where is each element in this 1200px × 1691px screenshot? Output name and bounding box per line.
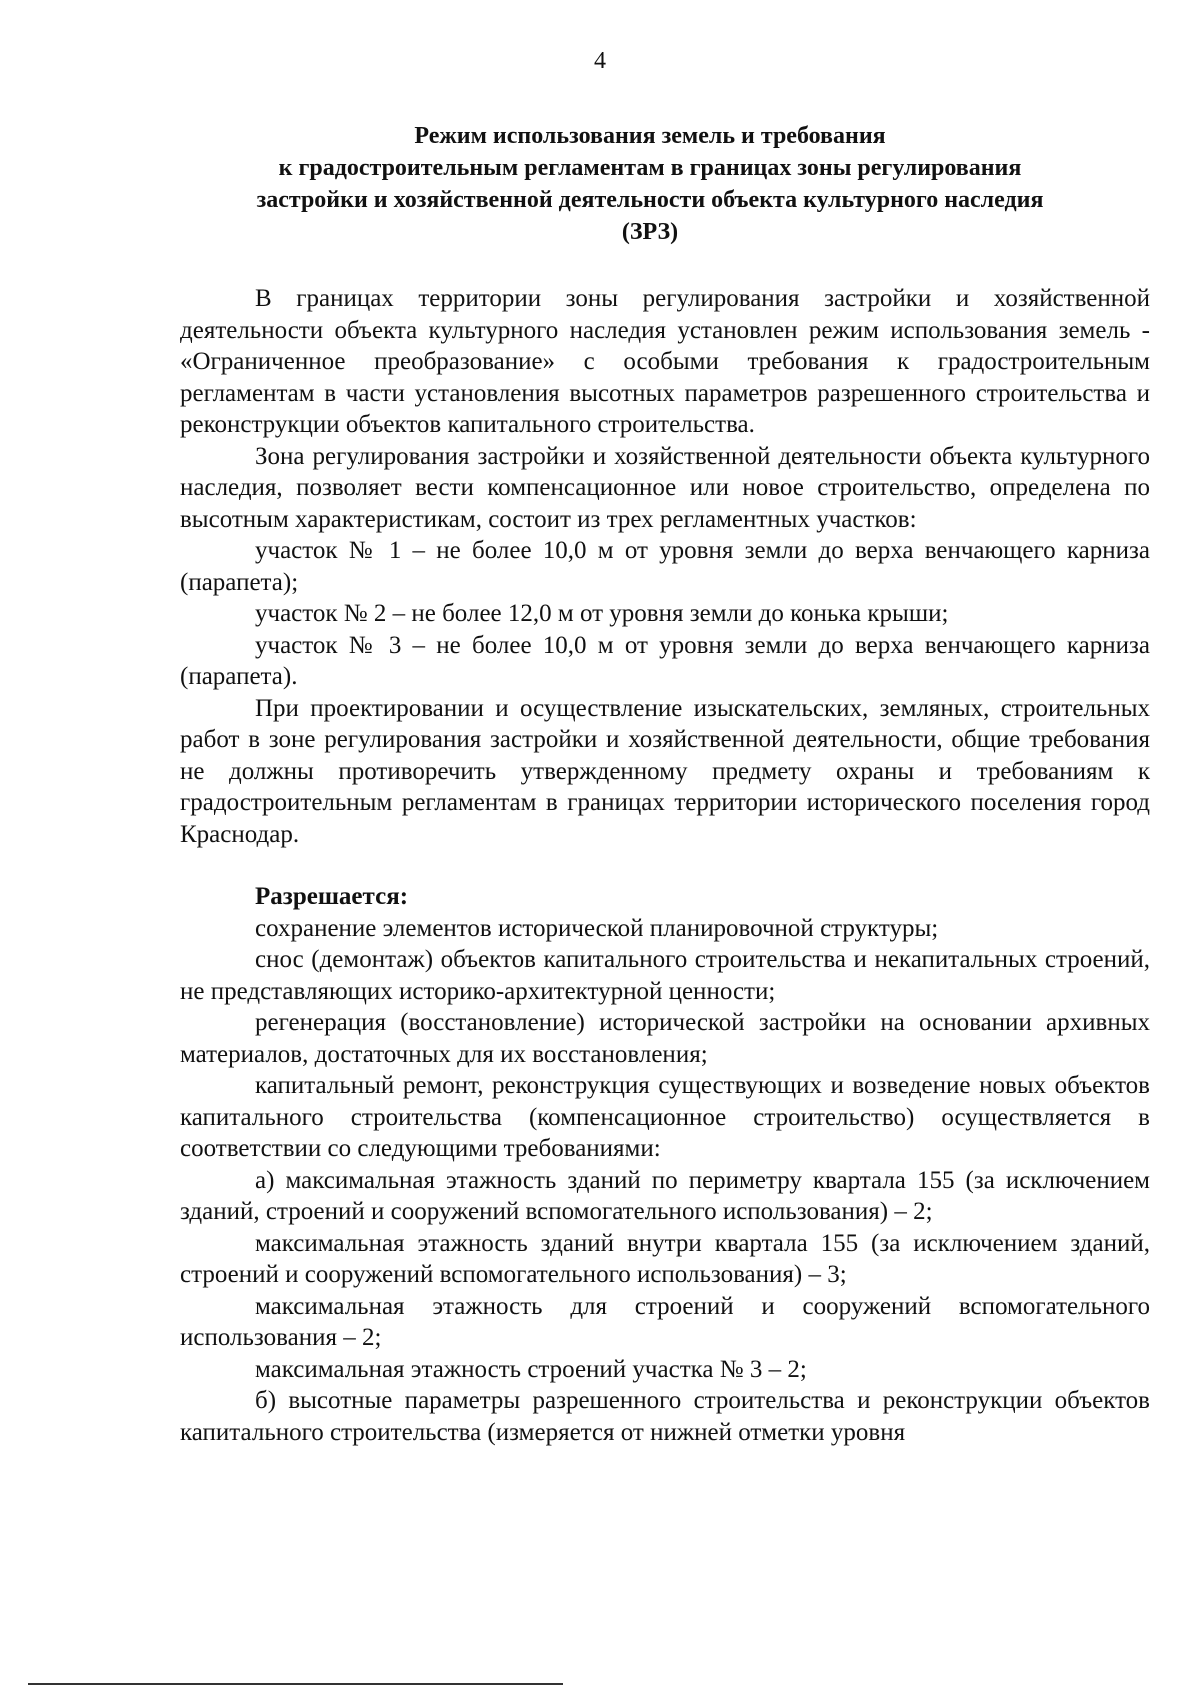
paragraph: участок № 3 – не более 10,0 м от уровня земли до верха венчающего карниза (парапета).: [180, 631, 1150, 690]
paragraph: При проектировании и осуществление изыскательских, земляных, строительных работ в зоне регулирования застройки и хозяйственной деятельности, общие требования не должны противоречить утвержденному предмету охраны и требованиям к градостроительным регламентам в границах территории исторического поселения город Краснодар.: [180, 694, 1150, 848]
document-title: [170, 120, 1130, 248]
paragraph: Зона регулирования застройки и хозяйственной деятельности объекта культурного наследия, позволяет вести компенсационное или новое строительство, определена по высотным характеристикам, состоит из трех регламентных участков:: [180, 442, 1150, 533]
document-body: [180, 283, 1150, 1448]
paragraph: участок № 1 – не более 10,0 м от уровня земли до верха венчающего карниза (парапета);: [180, 537, 1150, 596]
title-line: к градостроительным регламентам в границах зоны регулирования: [278, 155, 1022, 181]
page-number: 4: [594, 48, 606, 74]
paragraph: В границах территории зоны регулирования застройки и хозяйственной деятельности объекта культурного наследия установлен режим использования земель - «Ограниченное преобразование» с особыми требования к градостроительным регламентам в части установления высотных параметров разрешенного строительства и реконструкции объектов капитального строительства.: [180, 285, 1150, 438]
list-item: регенерация (восстановление) исторической застройки на основании архивных материалов, достаточных для их восстановления;: [180, 1009, 1150, 1068]
paragraph: участок № 2 – не более 12,0 м от уровня земли до конька крыши;: [255, 600, 949, 627]
list-item: б) высотные параметры разрешенного строительства и реконструкции объектов капитального строительства (измеряется от нижней отметки уровня: [180, 1387, 1150, 1446]
list-item: капитальный ремонт, реконструкция существующих и возведение новых объектов капитального строительства (компенсационное строительство) осуществляется в соответствии со следующими требованиями:: [180, 1072, 1150, 1162]
list-item: максимальная этажность для строений и сооружений вспомогательного использования – 2;: [180, 1292, 1150, 1351]
list-item: снос (демонтаж) объектов капитального строительства и некапитальных строений, не представляющих историко-архитектурной ценности;: [180, 946, 1150, 1005]
section-heading: Разрешается:: [255, 883, 409, 910]
list-item: максимальная этажность зданий внутри квартала 155 (за исключением зданий, строений и сооружений вспомогательного использования) – 3;: [180, 1229, 1150, 1288]
footer-divider: [28, 1683, 563, 1685]
title-line: застройки и хозяйственной деятельности объекта культурного наследия: [256, 187, 1044, 213]
list-item: а) максимальная этажность зданий по периметру квартала 155 (за исключением зданий, строений и сооружений вспомогательного использования) – 2;: [180, 1166, 1150, 1225]
title-line: (ЗРЗ): [621, 219, 679, 245]
list-item: сохранение элементов исторической планировочной структуры;: [255, 914, 939, 942]
list-item: максимальная этажность строений участка № 3 – 2;: [255, 1355, 807, 1383]
title-line: Режим использования земель и требования: [414, 123, 886, 149]
